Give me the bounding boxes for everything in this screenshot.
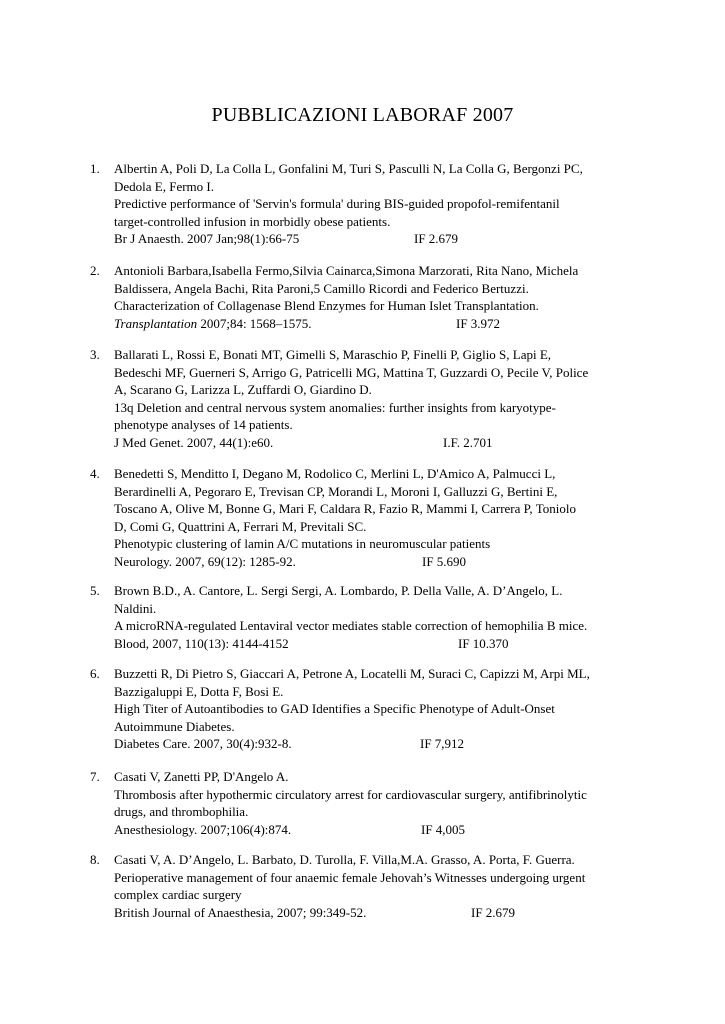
entry-authors: Bazzigaluppi E, Dotta F, Bosi E. <box>114 683 284 699</box>
entry-citation-line <box>114 315 670 333</box>
entry-authors: Baldissera, Angela Bachi, Rita Paroni,5 Camillo Ricordi and Federico Bertuzzi. <box>114 280 529 296</box>
entry-citation-line <box>114 821 670 839</box>
entry-authors: Benedetti S, Menditto I, Degano M, Rodolico C, Merlini L, D'Amico A, Palmucci L, <box>114 466 556 481</box>
entry-title: Predictive performance of 'Servin's formula' during BIS-guided propofol-remifentanil <box>114 196 560 212</box>
entry-authors: Casati V, Zanetti PP, D'Angelo A. <box>114 769 289 784</box>
entry-title: drugs, and thrombophilia. <box>114 804 249 820</box>
entry-citation: Blood, 2007, 110(13): 4144-4152 <box>114 635 289 651</box>
entry-body <box>114 665 670 753</box>
entry-title: Characterization of Collagenase Blend Enzymes for Human Islet Transplantation. <box>114 298 539 314</box>
entry-impact-factor: IF 3.972 <box>456 315 501 331</box>
entry-citation: British Journal of Anaesthesia, 2007; 99:349-52. <box>114 904 367 920</box>
entry-number: 6. <box>90 666 100 681</box>
entry-authors: Berardinelli A, Pegoraro E, Trevisan CP, Morandi L, Moroni I, Galluzzi G, Bertini E, <box>114 483 558 499</box>
entry-authors: Antonioli Barbara,Isabella Fermo,Silvia Cainarca,Simona Marzorati, Rita Nano, Michela <box>114 263 579 278</box>
entry-citation: J Med Genet. 2007, 44(1):e60. <box>114 434 274 450</box>
entry-number: 2. <box>90 263 100 278</box>
entry-title: Perioperative management of four anaemic female Jehovah’s Witnesses undergoing urgent <box>114 869 586 885</box>
entry-authors: A, Scarano G, Larizza L, Zuffardi O, Giardino D. <box>114 382 372 398</box>
entry-impact-factor: IF 2.679 <box>471 904 516 920</box>
entry-authors: Buzzetti R, Di Pietro S, Giaccari A, Petrone A, Locatelli M, Suraci C, Capizzi M, Arpi ML, <box>114 666 590 681</box>
entry-title: 13q Deletion and central nervous system anomalies: further insights from karyotype- <box>114 399 556 415</box>
entry-impact-factor: IF 10.370 <box>458 635 509 651</box>
entry-authors: Dedola E, Fermo I. <box>114 178 215 194</box>
entry-impact-factor: IF 2.679 <box>414 231 459 247</box>
entry-citation: Diabetes Care. 2007, 30(4):932-8. <box>114 736 292 752</box>
entry-authors: Bedeschi MF, Guerneri S, Arrigo G, Patricelli MG, Mattina T, Guzzardi O, Pecile V, Police <box>114 364 589 380</box>
entry-impact-factor: IF 4,005 <box>421 821 466 837</box>
entry-journal: Transplantation <box>114 315 198 331</box>
entry-body <box>114 160 670 248</box>
entry-title: High Titer of Autoantibodies to GAD Identifies a Specific Phenotype of Adult-Onset <box>114 701 555 717</box>
entry-citation-line <box>114 635 670 653</box>
entry-number: 1. <box>90 161 100 176</box>
entry-authors: Ballarati L, Rossi E, Bonati MT, Gimelli S, Maraschio P, Finelli P, Giglio S, Lapi E, <box>114 347 552 362</box>
entry-citation: Anesthesiology. 2007;106(4):874. <box>114 821 292 837</box>
entry-authors: Toscano A, Olive M, Bonne G, Mari F, Caldara R, Fazio R, Mammi I, Carrera P, Toniolo <box>114 501 576 517</box>
entry-title: A microRNA-regulated Lentaviral vector mediates stable correction of hemophilia B mice. <box>114 618 588 634</box>
entry-body <box>114 582 670 652</box>
entry-citation-line <box>114 434 670 452</box>
entry-citation: 2007;84: 1568–1575. <box>197 315 312 331</box>
entry-body <box>114 262 670 332</box>
entry-authors: Albertin A, Poli D, La Colla L, Gonfalini M, Turi S, Pasculli N, La Colla G, Bergonzi PC, <box>114 161 583 176</box>
entry-number: 4. <box>90 466 100 481</box>
entry-title: Phenotypic clustering of lamin A/C mutations in neuromuscular patients <box>114 536 491 552</box>
entry-authors: Brown B.D., A. Cantore, L. Sergi Sergi, A. Lombardo, P. Della Valle, A. D’Angelo, L. <box>114 583 563 598</box>
entry-citation-line <box>114 230 670 248</box>
entry-authors: Casati V, A. D’Angelo, L. Barbato, D. Turolla, F. Villa,M.A. Grasso, A. Porta, F. Guerra. <box>114 852 575 867</box>
entry-citation-line <box>114 553 670 571</box>
entry-authors: D, Comi G, Quattrini A, Ferrari M, Previtali SC. <box>114 518 367 534</box>
entry-title: complex cardiac surgery <box>114 887 242 903</box>
entry-impact-factor: IF 7,912 <box>420 736 465 752</box>
entry-impact-factor: IF 5.690 <box>422 553 467 569</box>
entry-body <box>114 465 670 571</box>
entry-number: 3. <box>90 347 100 362</box>
entry-citation: Br J Anaesth. 2007 Jan;98(1):66-75 <box>114 231 300 247</box>
entry-authors: Naldini. <box>114 600 157 616</box>
entry-title: target-controlled infusion in morbidly obese patients. <box>114 213 391 229</box>
entry-number: 8. <box>90 852 100 867</box>
page-title: PUBBLICAZIONI LABORAF 2007 <box>211 104 514 126</box>
entry-impact-factor: I.F. 2.701 <box>443 434 493 450</box>
entry-body <box>114 851 670 921</box>
entry-number: 5. <box>90 583 100 598</box>
entry-citation-line <box>114 735 670 753</box>
entry-citation: Neurology. 2007, 69(12): 1285-92. <box>114 553 296 569</box>
entry-body <box>114 346 670 452</box>
entry-title: Thrombosis after hypothermic circulatory arrest for cardiovascular surgery, antifibrinolytic <box>114 786 587 802</box>
entry-citation-line <box>114 904 670 922</box>
entry-body <box>114 768 670 838</box>
entry-number: 7. <box>90 769 100 784</box>
entry-title: phenotype analyses of 14 patients. <box>114 417 293 433</box>
entry-title: Autoimmune Diabetes. <box>114 718 235 734</box>
